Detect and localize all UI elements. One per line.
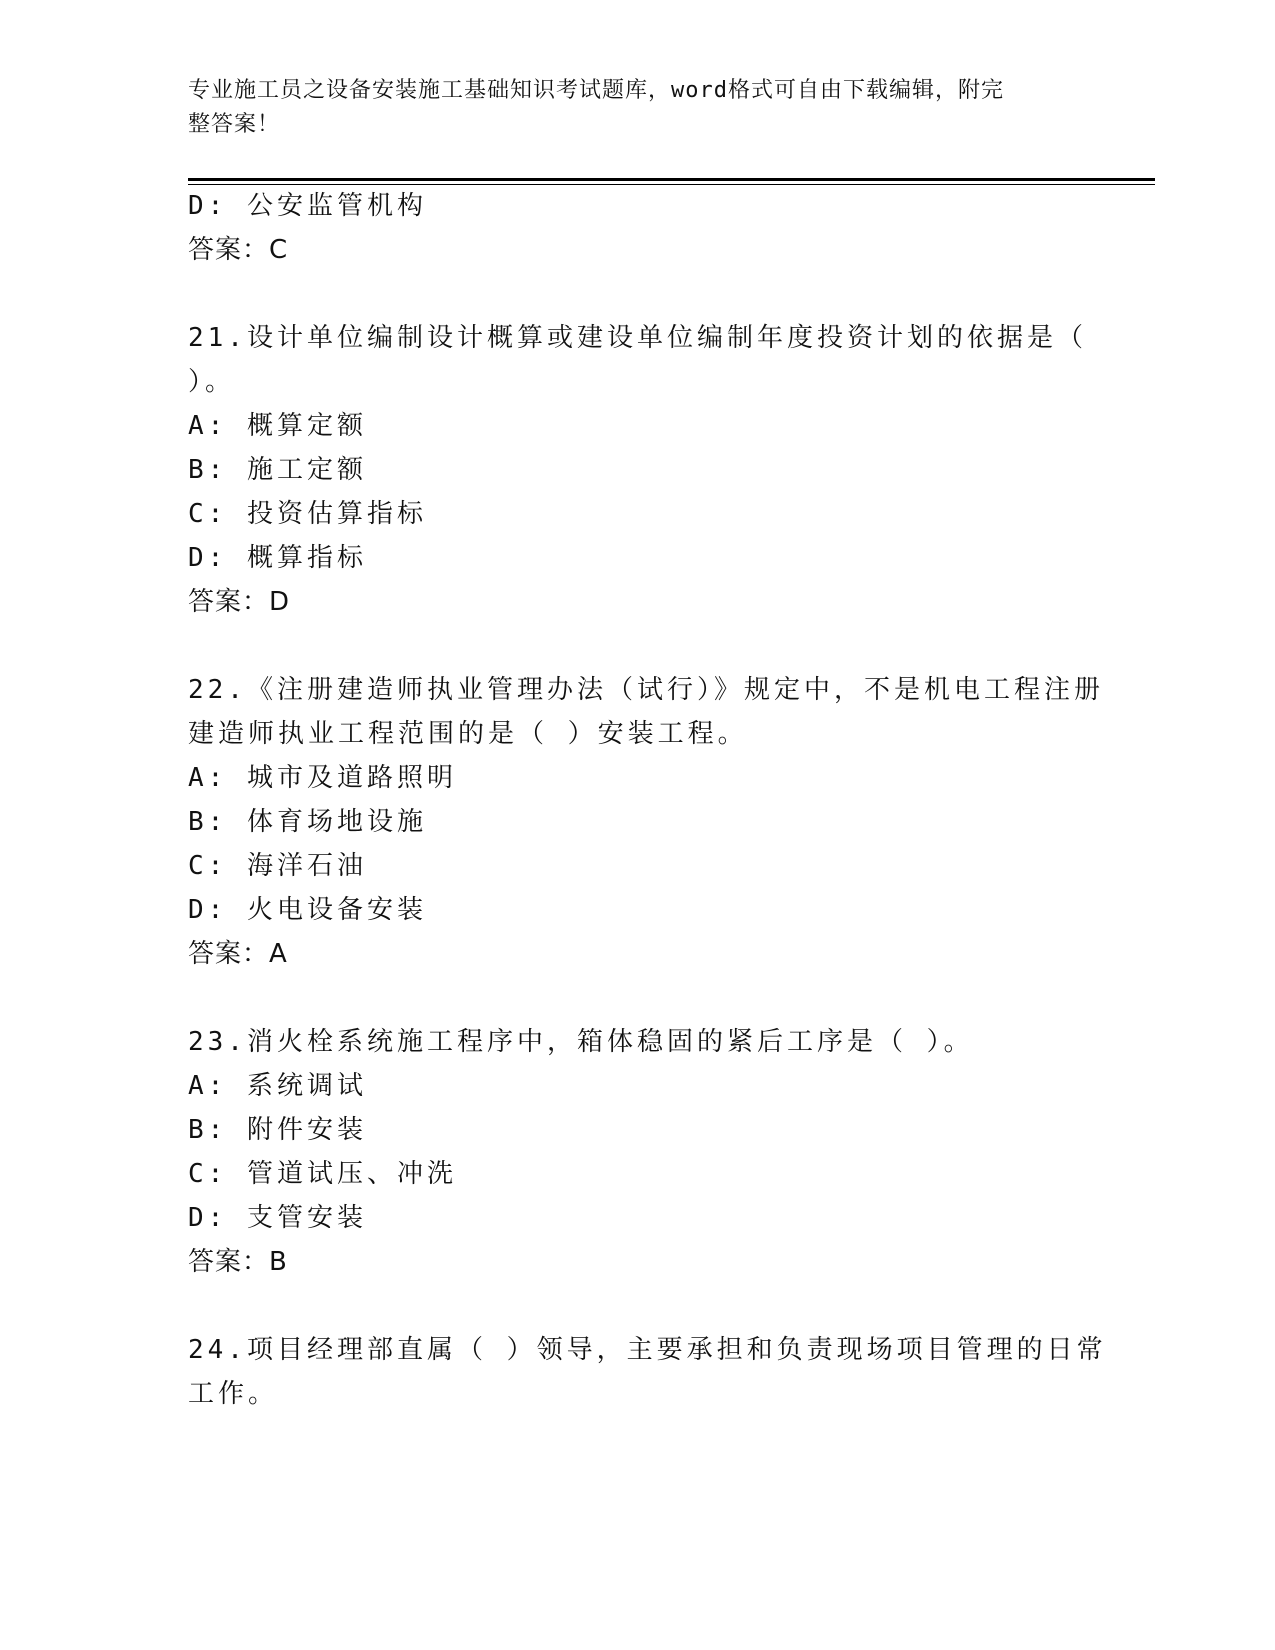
header-rule-thin bbox=[188, 184, 1155, 185]
q23-option-d: D: 支管安装 bbox=[188, 1203, 367, 1233]
q21-option-d: D: 概算指标 bbox=[188, 543, 367, 573]
q22-option-d: D: 火电设备安装 bbox=[188, 895, 427, 925]
prev-question-option-d: D: 公安监管机构 bbox=[188, 191, 427, 221]
q22-option-a: A: 城市及道路照明 bbox=[188, 763, 457, 793]
header-line-1: 专业施工员之设备安装施工基础知识考试题库，word格式可自由下载编辑，附完 bbox=[188, 78, 1004, 103]
header-line-2: 整答案！ bbox=[188, 112, 281, 137]
q23-option-c: C: 管道试压、冲洗 bbox=[188, 1159, 457, 1189]
q21-stem-line-1: 21.设计单位编制设计概算或建设单位编制年度投资计划的依据是（ bbox=[188, 323, 1087, 353]
q22-option-b: B: 体育场地设施 bbox=[188, 807, 427, 837]
q22-stem-line-1: 22.《注册建造师执业管理办法（试行）》规定中，不是机电工程注册 bbox=[188, 675, 1104, 705]
q21-stem-line-2: ）。 bbox=[188, 367, 236, 397]
q23-option-a: A: 系统调试 bbox=[188, 1071, 367, 1101]
q23-option-b: B: 附件安装 bbox=[188, 1115, 367, 1145]
q23-stem-line-1: 23.消火栓系统施工程序中，箱体稳固的紧后工序是（ ）。 bbox=[188, 1027, 974, 1057]
q21-option-a: A: 概算定额 bbox=[188, 411, 367, 441]
q23-answer: 答案：B bbox=[188, 1247, 288, 1277]
document-header bbox=[188, 74, 1078, 142]
q24-stem-line-2: 工作。 bbox=[188, 1379, 279, 1409]
q21-option-c: C: 投资估算指标 bbox=[188, 499, 427, 529]
prev-question-answer: 答案：C bbox=[188, 235, 289, 265]
q24-stem-line-1: 24.项目经理部直属（ ）领导，主要承担和负责现场项目管理的日常 bbox=[188, 1335, 1107, 1365]
q22-option-c: C: 海洋石油 bbox=[188, 851, 367, 881]
q21-option-b: B: 施工定额 bbox=[188, 455, 367, 485]
q22-answer: 答案：A bbox=[188, 939, 288, 969]
header-rule-thick bbox=[188, 178, 1155, 181]
q21-answer: 答案：D bbox=[188, 587, 291, 617]
q22-stem-line-2: 建造师执业工程范围的是（ ）安装工程。 bbox=[188, 719, 748, 749]
